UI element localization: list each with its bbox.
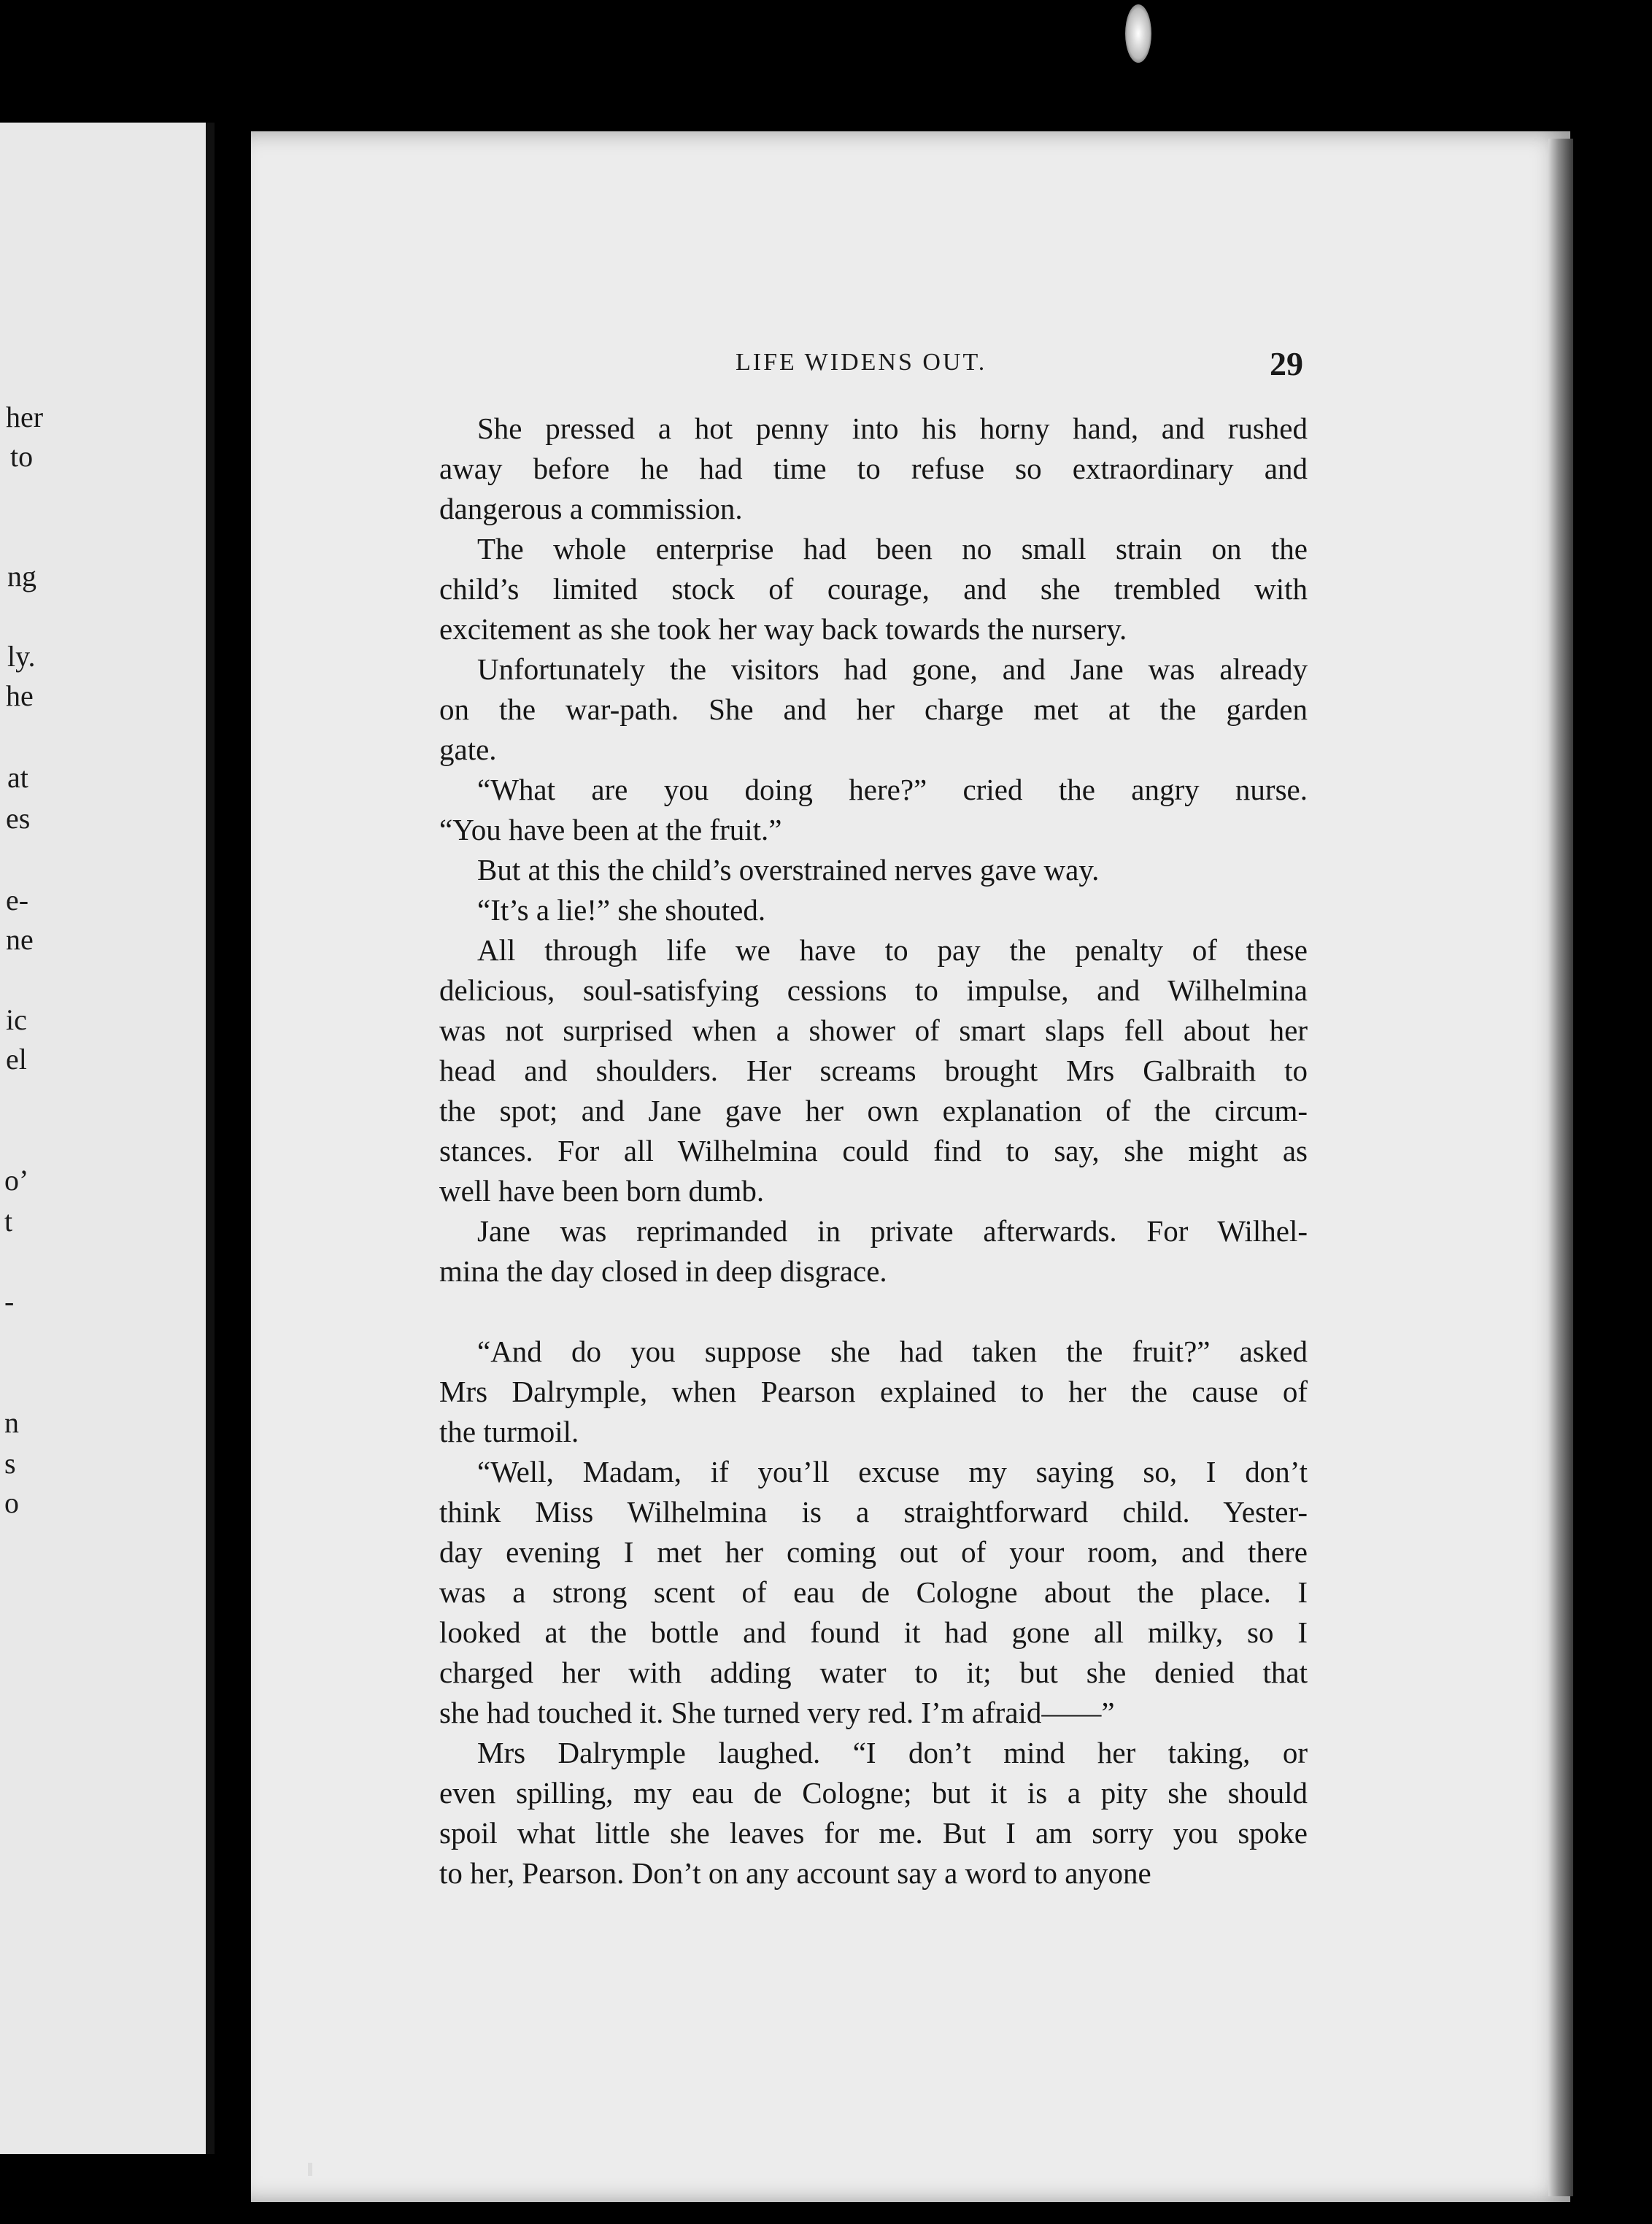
paragraph bbox=[439, 529, 1308, 649]
paragraph bbox=[439, 1733, 1308, 1893]
left-fragment-text: es bbox=[6, 802, 31, 835]
paragraph bbox=[439, 850, 1308, 890]
running-head: LIFE WIDENS OUT. bbox=[736, 349, 987, 376]
page-number: 29 bbox=[1270, 345, 1303, 382]
left-fragment-text: ly. bbox=[7, 640, 36, 673]
text-line: day evening I met her coming out of your room, and there bbox=[439, 1535, 1308, 1569]
left-fragment-text: ng bbox=[7, 560, 36, 592]
text-line: But at this the child’s overstrained nerves gave way. bbox=[477, 853, 1100, 887]
left-fragment-text: her bbox=[6, 401, 44, 433]
text-line: on the war-path. She and her charge met at the garden bbox=[439, 692, 1308, 726]
text-line: “Well, Madam, if you’ll excuse my saying so, I don’t bbox=[477, 1455, 1308, 1489]
text-line: “And do you suppose she had taken the fruit?” asked bbox=[477, 1335, 1308, 1368]
paragraph bbox=[439, 930, 1308, 1211]
body-text bbox=[439, 409, 1308, 1893]
text-line: charged her with adding water to it; but she denied that bbox=[439, 1656, 1308, 1689]
text-line: She pressed a hot penny into his horny hand, and rushed bbox=[477, 412, 1308, 445]
text-line: spoil what little she leaves for me. But I am sorry you spoke bbox=[439, 1816, 1308, 1850]
text-line: The whole enterprise had been no small strain on the bbox=[477, 532, 1308, 565]
paragraph bbox=[439, 409, 1308, 529]
paragraph bbox=[439, 649, 1308, 770]
text-line: well have been born dumb. bbox=[439, 1174, 765, 1208]
text-line: to her, Pearson. Don’t on any account say a word to anyone bbox=[439, 1856, 1151, 1890]
text-line: the turmoil. bbox=[439, 1415, 579, 1448]
paragraph bbox=[439, 1211, 1308, 1291]
paragraph bbox=[439, 770, 1308, 850]
text-line: looked at the bottle and found it had gone all milky, so I bbox=[439, 1615, 1308, 1649]
page-edge-shadow bbox=[1548, 139, 1573, 2196]
paragraph bbox=[439, 890, 1308, 930]
text-line: Jane was reprimanded in private afterwards. For Wilhel- bbox=[477, 1214, 1308, 1248]
text-line: Mrs Dalrymple laughed. “I don’t mind her taking, or bbox=[477, 1736, 1308, 1769]
text-line: child’s limited stock of courage, and she trembled with bbox=[439, 572, 1308, 606]
left-fragment-text: ne bbox=[6, 923, 34, 956]
text-line: away before he had time to refuse so extraordinary and bbox=[439, 452, 1308, 485]
text-line: Mrs Dalrymple, when Pearson explained to her the cause of bbox=[439, 1375, 1308, 1408]
text-line: “What are you doing here?” cried the angry nurse. bbox=[477, 773, 1308, 806]
left-fragment-text: n bbox=[4, 1406, 19, 1439]
left-fragment-text: s bbox=[4, 1447, 16, 1480]
section-break bbox=[439, 1291, 1308, 1332]
text-line: was not surprised when a shower of smart slaps fell about her bbox=[439, 1013, 1308, 1047]
text-line: Unfortunately the visitors had gone, and Jane was already bbox=[477, 652, 1308, 686]
text-line: even spilling, my eau de Cologne; but it is a pity she should bbox=[439, 1776, 1308, 1810]
left-fragment-text: o bbox=[4, 1486, 19, 1519]
text-line: excitement as she took her way back towards the nursery. bbox=[439, 612, 1127, 646]
paragraph bbox=[439, 1332, 1308, 1452]
text-line: head and shoulders. Her screams brought Mrs Galbraith to bbox=[439, 1054, 1308, 1087]
paragraph bbox=[439, 1452, 1308, 1733]
left-fragment-text: to bbox=[10, 440, 34, 473]
text-line: “You have been at the fruit.” bbox=[439, 813, 782, 846]
text-line: she had touched it. She turned very red. I’m afraid——” bbox=[439, 1696, 1115, 1729]
left-fragment-text: o’ bbox=[4, 1164, 29, 1197]
left-page-fragment bbox=[0, 123, 215, 2154]
text-line: was a strong scent of eau de Cologne about the place. I bbox=[439, 1575, 1308, 1609]
text-line: think Miss Wilhelmina is a straightforward child. Yester- bbox=[439, 1495, 1308, 1529]
left-fragment-text: el bbox=[6, 1043, 27, 1076]
left-fragment-text: e- bbox=[6, 884, 29, 916]
left-fragment-text: ic bbox=[6, 1003, 27, 1036]
text-line: the spot; and Jane gave her own explanation of the circum- bbox=[439, 1094, 1308, 1127]
left-fragment-text: at bbox=[7, 761, 28, 794]
left-fragment-text: - bbox=[4, 1285, 15, 1318]
text-line: stances. For all Wilhelmina could find to say, she might as bbox=[439, 1134, 1308, 1167]
text-line: “It’s a lie!” she shouted. bbox=[477, 893, 766, 927]
scan-artifact-mark bbox=[308, 2163, 312, 2176]
left-fragment-text: t bbox=[4, 1205, 13, 1238]
text-line: delicious, soul-satisfying cessions to impulse, and Wilhelmina bbox=[439, 973, 1308, 1007]
scan-artifact-light-spot bbox=[1125, 4, 1151, 63]
text-line: gate. bbox=[439, 733, 497, 766]
text-line: mina the day closed in deep disgrace. bbox=[439, 1254, 887, 1288]
text-line: dangerous a commission. bbox=[439, 492, 743, 525]
left-fragment-text: he bbox=[6, 679, 34, 712]
text-line: All through life we have to pay the penalty of these bbox=[477, 933, 1308, 967]
